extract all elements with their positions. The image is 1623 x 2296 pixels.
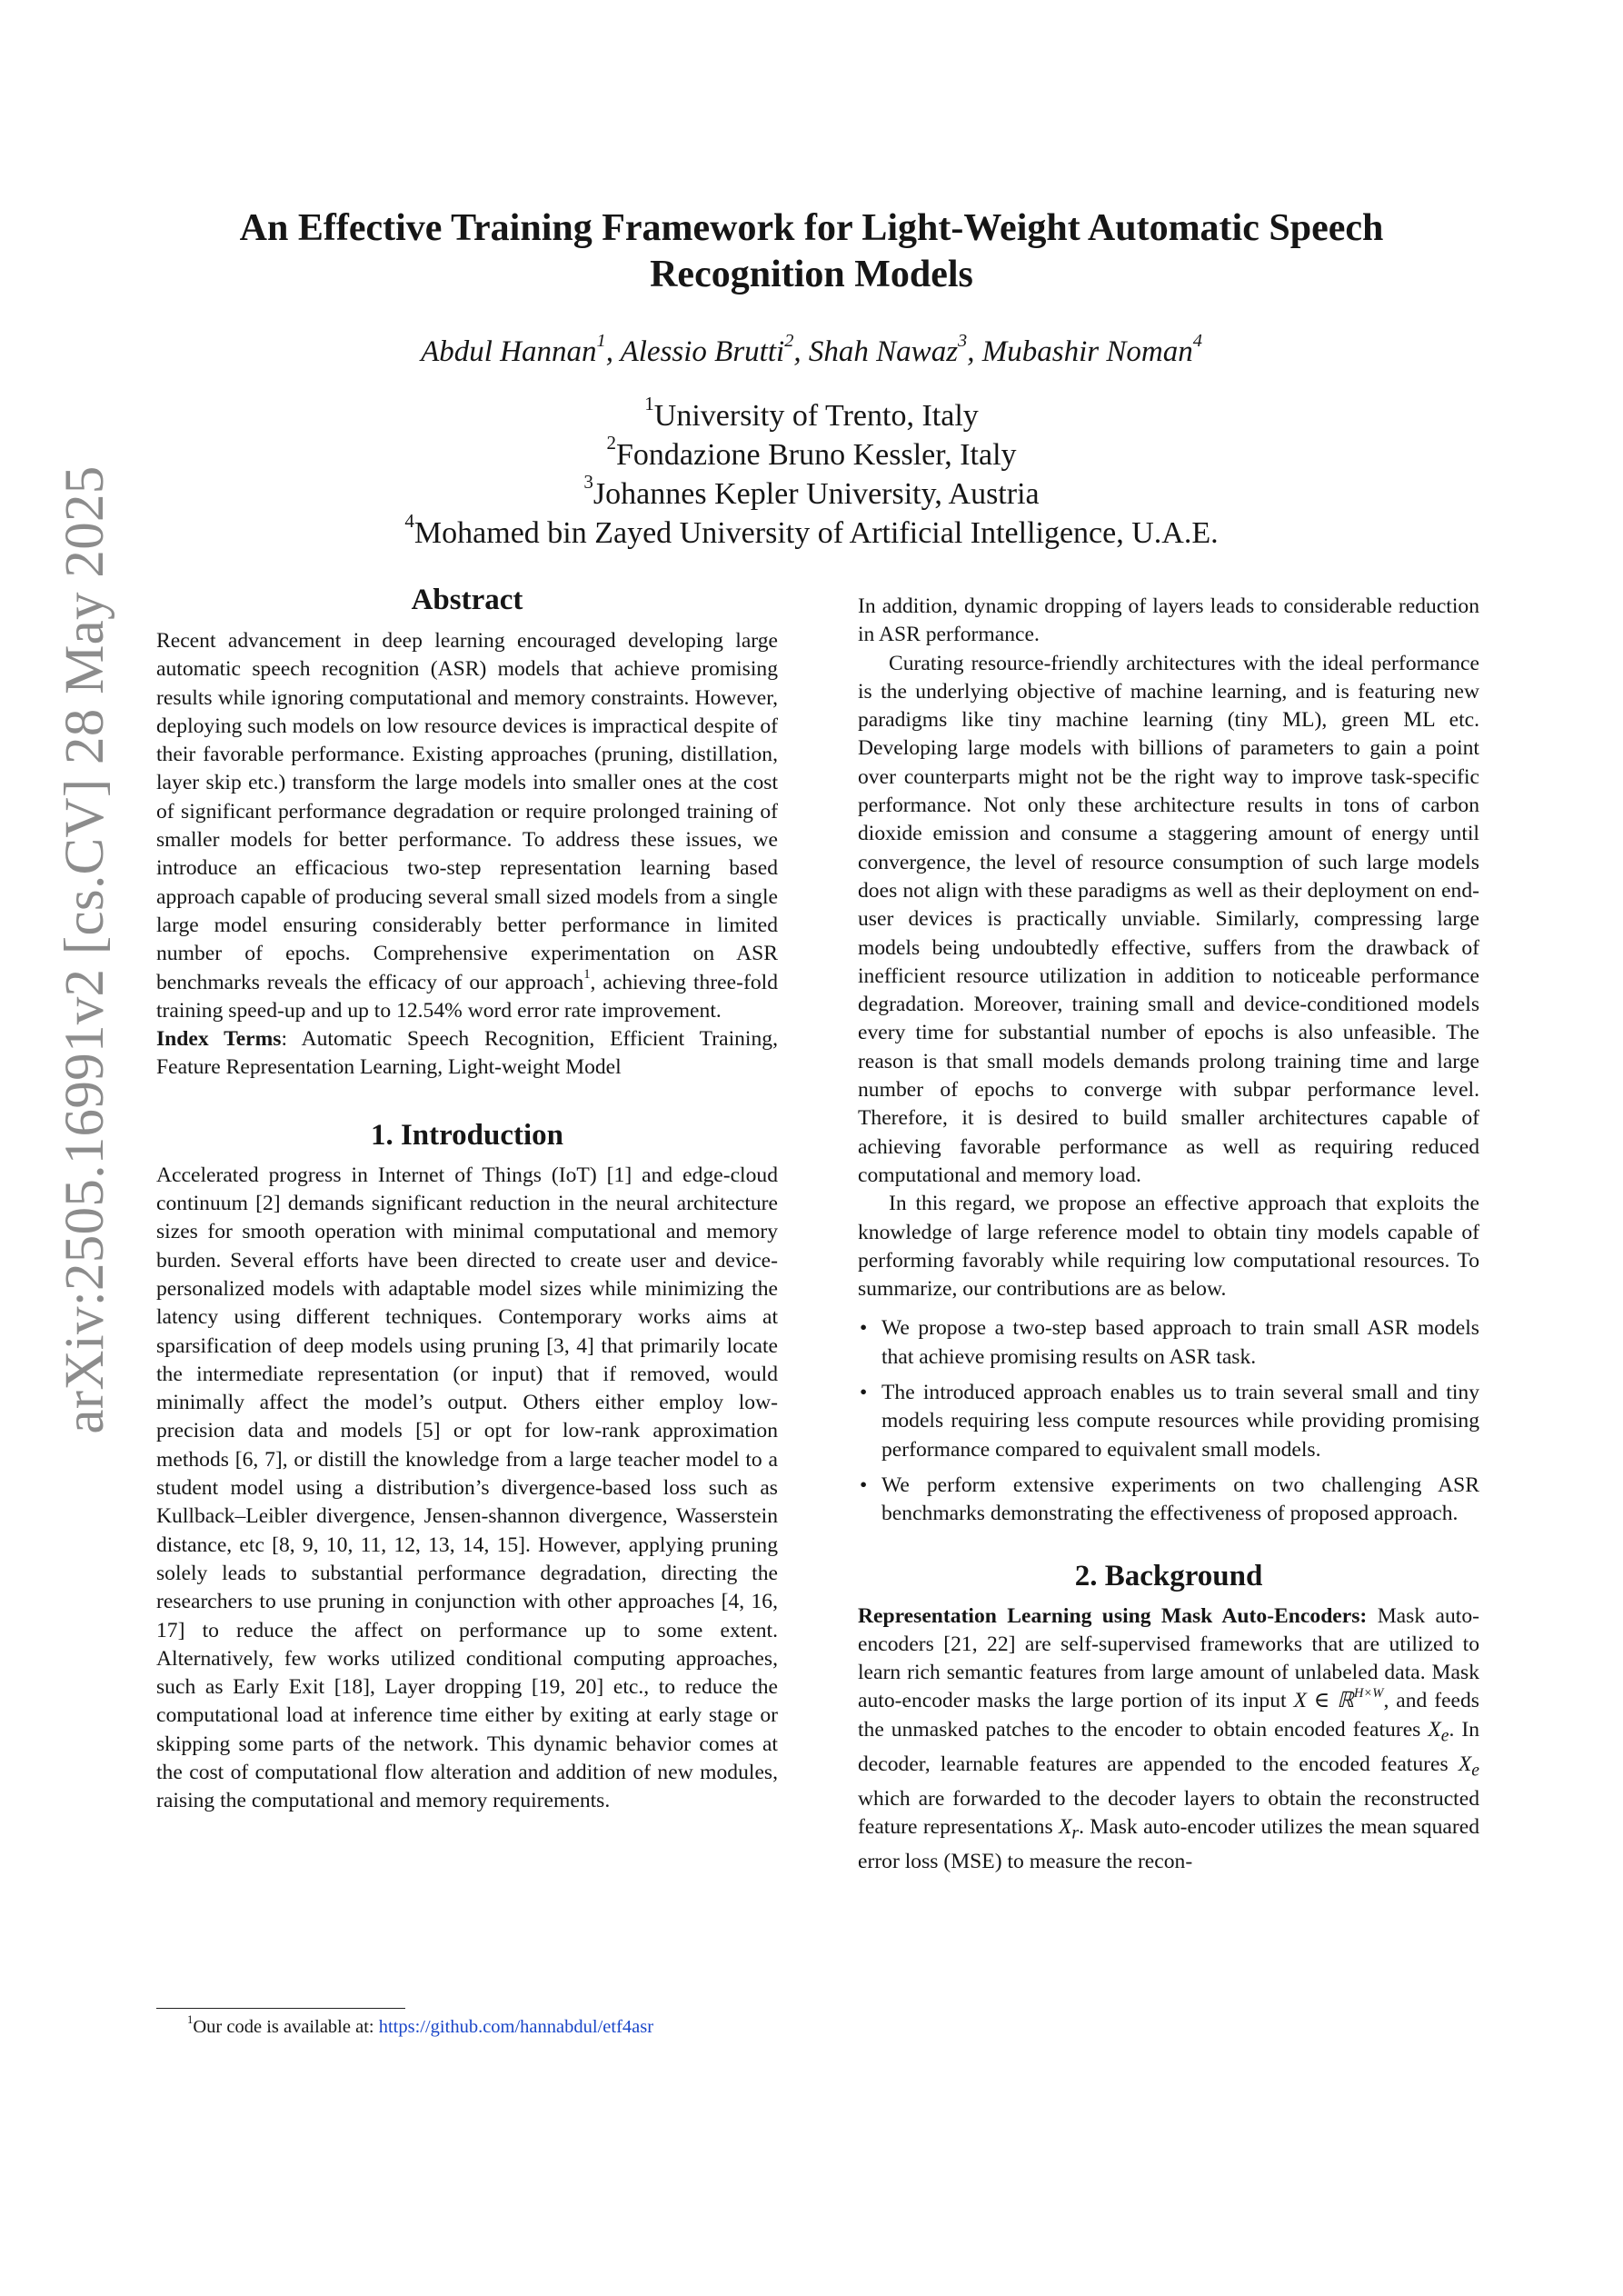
- abstract-text: [156, 627, 778, 1025]
- math-superscript: H×W: [1353, 1685, 1384, 1701]
- background-subheading: Representation Learning using Mask Auto-Encoders:: [858, 1603, 1368, 1628]
- left-column: [156, 582, 778, 1816]
- math-symbol: X: [1058, 1815, 1072, 1840]
- list-item-text: The introduced approach enables us to train several small and tiny models requiring less compute resources while providing promising performance compared to equivalent small models.: [881, 1381, 1479, 1462]
- introduction-paragraph: In this regard, we propose an effective approach that exploits the knowledge of large reference model to obtain tiny models capable of performing favorably while requiring low computational resources. To summarize, our contributions are as below.: [858, 1192, 1479, 1302]
- abstract-body: Recent advancement in deep learning encouraged developing large automatic speech recognition (ASR) models that achieve promising results while ignoring computational and memory constraints. However, deploying such models on low resource devices is impractical despite of their favorable performance. Existing approaches (pruning, distillation, layer skip etc.) transform the large models into smaller ones at the cost of significant performance degradation or require prolonged training of smaller models for better performance. To address these issues, we introduce an efficacious two-step representation learning based approach capable of producing several small sized models from a single large model ensuring considerably better performance in limited number of epochs. Comprehensive experimentation on ASR benchmarks reveals the efficacy of our approach: [156, 629, 778, 994]
- title-line: Recognition Models: [650, 254, 973, 295]
- author-name: Alessio Brutti: [620, 335, 785, 368]
- affiliation-mark: 4: [404, 510, 414, 533]
- abstract-body-end: , achieving three-fold training speed-up and up to 12.54% word error rate improvement.: [156, 970, 778, 1023]
- contribution-list: [858, 1314, 1479, 1528]
- background-text: , and feeds the unmasked patches to the encoder to obtain encoded features: [858, 1689, 1479, 1742]
- author-name: Abdul Hannan: [421, 335, 597, 368]
- background-text: which are forwarded to the decoder layers to obtain the reconstructed feature representations: [858, 1786, 1479, 1840]
- author-mark: 3: [958, 330, 968, 351]
- list-item: [858, 1379, 1479, 1464]
- author-mark: 4: [1192, 330, 1202, 351]
- arxiv-identifier: arXiv:2505.16991v2 [cs.CV] 28 May 2025: [55, 465, 115, 1434]
- math-subscript: r: [1071, 1822, 1080, 1843]
- background-text: . Mask auto-encoder utilizes the mean squared error loss (MSE) to measure the recon-: [858, 1815, 1479, 1874]
- author-mark: 2: [784, 330, 794, 351]
- author-list: Abdul Hannan$^1$, Alessio Brutti$^2$, Shah Nawaz$^3$, Mubashir Noman$^4$: [421, 330, 1202, 368]
- affiliation-mark: 2: [606, 432, 616, 454]
- footnote-divider: [156, 2008, 405, 2009]
- bullet-icon: •: [860, 1381, 868, 1405]
- affiliation-list: [164, 393, 1459, 553]
- code-repository-link[interactable]: https://github.com/hannabdul/etf4asr: [378, 2017, 654, 2037]
- background-text: Mask auto-encoders [21, 22] are self-supervised frameworks that are utilized to learn rich semantic features from large amount of unlabeled data. Mask auto-encoder masks the large portion of its input: [858, 1603, 1479, 1713]
- footnote-marker: 1: [583, 966, 591, 982]
- math-symbol: X: [1428, 1717, 1441, 1742]
- paper-title: [164, 205, 1459, 298]
- affiliation: [164, 432, 1459, 474]
- list-item: [858, 1472, 1479, 1529]
- introduction-paragraph: In addition, dynamic dropping of layers leads to considerable reduction in ASR performance.: [858, 594, 1479, 647]
- author-name: Shah Nawaz: [808, 335, 959, 368]
- title-line: An Effective Training Framework for Light-Weight Automatic Speech: [239, 207, 1384, 249]
- abstract-heading: Abstract: [411, 584, 523, 616]
- affiliation: [164, 471, 1459, 514]
- right-column: [858, 593, 1479, 1876]
- list-item: [858, 1314, 1479, 1372]
- index-terms-label: Index Terms: [156, 1027, 282, 1052]
- introduction-paragraph: Accelerated progress in Internet of Things (IoT) [1] and edge-cloud continuum [2] demands significant reduction in the neural architecture sizes for smooth operation with minimal computational and memory burden. Several efforts have been directed to create user and device-personalized models with adaptable model sizes while minimizing the latency using different techniques. Contemporary works aims at sparsification of deep models using pruning [3, 4] that primarily locate the intermediate representation (or input) that if removed, would minimally affect the model’s output. Others either employ low-precision data and models [5] or opt for low-rank approximation methods [6, 7], or distill the knowledge from a large teacher model to a student model using a distribution’s divergence-based loss such as Kullback–Leibler divergence, Jensen-shannon divergence, Wasserstein distance, etc [8, 9, 10, 11, 12, 13, 14, 15]. However, applying pruning solely leads to substantial performance degradation, directing the researchers to use pruning in conjunction with other approaches [4, 16, 17] to reduce the affect on performance up to some extent. Alternatively, few works utilized conditional computing approaches, such as Early Exit [18], Layer dropping [19, 20] etc., to reduce the computational load at inference time either by exiting at early stage or skipping some parts of the network. This dynamic behavior comes at the cost of computational flow alteration and addition of new modules, raising the computational and memory requirements.: [156, 1163, 778, 1813]
- background-paragraph: [858, 1602, 1479, 1877]
- affiliation-text: Mohamed bin Zayed University of Artificial Intelligence, U.A.E.: [413, 516, 1219, 550]
- background-text: . In decoder, learnable features are appended to the encoded features: [858, 1717, 1480, 1776]
- affiliation-mark: 1: [644, 393, 654, 415]
- index-terms-text: : Automatic Speech Recognition, Efficient Training, Feature Representation Learning, Light-weight Model: [156, 1027, 778, 1080]
- bullet-icon: •: [860, 1472, 868, 1497]
- list-item-text: We perform extensive experiments on two challenging ASR benchmarks demonstrating the effectiveness of proposed approach.: [881, 1472, 1479, 1526]
- affiliation: [164, 393, 1459, 435]
- index-terms: [156, 1025, 778, 1083]
- background-heading: 2. Background: [1074, 1559, 1263, 1592]
- list-item-text: We propose a two-step based approach to train small ASR models that achieve promising results on ASR task.: [881, 1316, 1479, 1369]
- math-symbol: X: [1458, 1752, 1472, 1776]
- affiliation-text: University of Trento, Italy: [653, 399, 979, 433]
- footnote-text: Our code is available at:: [193, 2017, 379, 2037]
- footnote-mark: 1: [187, 2012, 194, 2026]
- author-name: Mubashir Noman: [981, 335, 1193, 368]
- affiliation: [164, 510, 1459, 553]
- affiliation-text: Fondazione Bruno Kessler, Italy: [616, 438, 1017, 472]
- footnote: [156, 2012, 778, 2039]
- bullet-icon: •: [860, 1316, 868, 1341]
- author-mark: 1: [596, 330, 606, 351]
- math-subscript: e: [1440, 1725, 1449, 1746]
- affiliation-text: Johannes Kepler University, Austria: [592, 477, 1040, 511]
- math-input-space: X ∈ ℝ: [1293, 1689, 1354, 1713]
- math-subscript: e: [1471, 1760, 1479, 1781]
- affiliation-mark: 3: [583, 471, 593, 494]
- introduction-heading: 1. Introduction: [370, 1118, 564, 1152]
- introduction-paragraph: Curating resource-friendly architectures with the ideal performance is the underlying objective of machine learning, and is featuring new paradigms like tiny machine learning (tiny ML), green ML etc. Developing large models with billions of parameters to gain a point over counterparts might not be the right way to improve task-specific performance. Not only these architecture results in tons of carbon dioxide emission and consume a staggering amount of energy until convergence, the level of resource consumption of such large models does not align with these paradigms as well as their deployment on end-user devices is practically unviable. Similarly, compressing large models being undoubtedly effective, suffers from the drawback of inefficient resource utilization in addition to noticeable performance degradation. Moreover, training small and device-conditioned models every time for substantial number of epochs is also unfeasible. The reason is that small models demands prolong training time and large number of epochs to converge with subpar performance level. Therefore, it is desired to build smaller architectures capable of achieving favorable performance as well as requiring reduced computational and memory load.: [858, 651, 1479, 1187]
